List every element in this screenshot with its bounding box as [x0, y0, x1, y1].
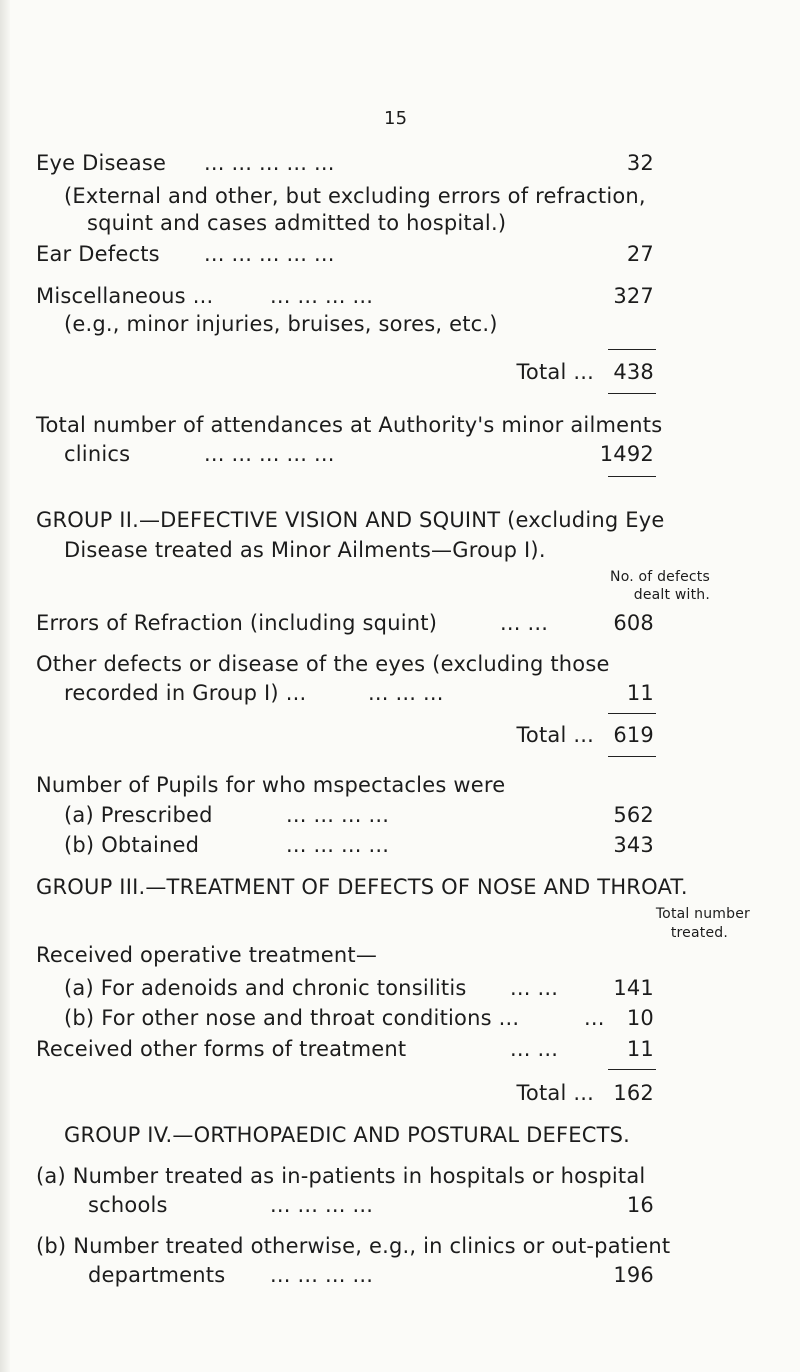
ear-defects-label: Ear Defects	[36, 242, 160, 266]
errors-refraction-value: 608	[613, 611, 654, 635]
group3-column-heading-2: treated.	[670, 925, 728, 941]
ear-defects-value: 27	[626, 242, 654, 266]
obtained-label: (b) Obtained	[64, 833, 200, 857]
otherwise-leader: ... ... ... ...	[270, 1263, 374, 1287]
other-nose-throat-value: 10	[626, 1006, 654, 1030]
group3-heading: GROUP III.—TREATMENT OF DEFECTS OF NOSE AND THROAT.	[36, 875, 688, 899]
received-operative-heading: Received operative treatment—	[36, 943, 378, 967]
adenoids-value: 141	[613, 976, 654, 1000]
group2-heading-line-2: Disease treated as Minor Ailments—Group I).	[64, 538, 546, 562]
otherwise-value: 196	[613, 1263, 654, 1287]
group2-column-heading-2: dealt with.	[633, 587, 710, 603]
group3-total-label: Total ...	[516, 1081, 594, 1105]
adenoids-leader: ... ...	[510, 976, 559, 1000]
group3-rule	[608, 1069, 656, 1070]
other-defects-leader: ... ... ...	[368, 681, 444, 705]
total-rule-top	[608, 349, 656, 350]
other-forms-leader: ... ...	[510, 1037, 559, 1061]
total-rule-bottom	[608, 393, 656, 394]
group2-rule-bottom	[608, 756, 656, 757]
other-forms-value: 11	[626, 1037, 654, 1061]
group2-heading-line-1: GROUP II.—DEFECTIVE VISION AND SQUINT (excluding Eye	[36, 508, 665, 532]
group4-heading: GROUP IV.—ORTHOPAEDIC AND POSTURAL DEFECTS.	[64, 1123, 631, 1147]
otherwise-departments-label: departments	[88, 1263, 226, 1287]
group2-total-label: Total ...	[516, 723, 594, 747]
attendances-rule	[608, 476, 656, 477]
obtained-leader: ... ... ... ...	[286, 833, 390, 857]
misc-label: Miscellaneous ...	[36, 284, 214, 308]
attendances-leader: ... ... ... ... ...	[204, 442, 335, 466]
misc-note: (e.g., minor injuries, bruises, sores, etc.)	[64, 312, 498, 336]
inpatients-line-1: (a) Number treated as in-patients in hospitals or hospital	[36, 1164, 646, 1188]
eye-disease-label: Eye Disease	[36, 151, 167, 175]
misc-leader: ... ... ... ...	[270, 284, 374, 308]
group3-total-value: 162	[613, 1081, 654, 1105]
errors-refraction-label: Errors of Refraction (including squint)	[36, 611, 438, 635]
prescribed-leader: ... ... ... ...	[286, 803, 390, 827]
group1-total-label: Total ...	[516, 360, 594, 384]
other-defects-line-1: Other defects or disease of the eyes (excluding those	[36, 652, 610, 676]
attendances-line-1: Total number of attendances at Authority's minor ailments	[36, 413, 663, 437]
pupils-heading: Number of Pupils for who mspectacles were	[36, 773, 506, 797]
inpatients-leader: ... ... ... ...	[270, 1193, 374, 1217]
other-defects-value: 11	[626, 681, 654, 705]
inpatients-schools-label: schools	[88, 1193, 168, 1217]
otherwise-line-1: (b) Number treated otherwise, e.g., in clinics or out-patient	[36, 1234, 671, 1258]
prescribed-label: (a) Prescribed	[64, 803, 213, 827]
inpatients-value: 16	[626, 1193, 654, 1217]
other-defects-label: recorded in Group I) ...	[64, 681, 307, 705]
eye-disease-note-2: squint and cases admitted to hospital.)	[87, 211, 507, 235]
misc-value: 327	[613, 284, 654, 308]
group1-total-value: 438	[613, 360, 654, 384]
group2-total-value: 619	[613, 723, 654, 747]
group3-column-heading-1: Total number	[655, 906, 750, 922]
page-edge-shadow	[0, 0, 10, 1372]
eye-disease-note-1: (External and other, but excluding errors of refraction,	[64, 184, 646, 208]
attendances-clinics-label: clinics	[64, 442, 131, 466]
group2-rule-top	[608, 713, 656, 714]
other-nose-throat-label: (b) For other nose and throat conditions ...	[64, 1006, 520, 1030]
prescribed-value: 562	[613, 803, 654, 827]
other-nose-throat-leader: ...	[584, 1006, 605, 1030]
page-number: 15	[384, 108, 408, 129]
eye-disease-value: 32	[626, 151, 654, 175]
attendances-value: 1492	[599, 442, 654, 466]
eye-disease-leader: ... ... ... ... ...	[204, 151, 335, 175]
group2-column-heading-1: No. of defects	[610, 569, 710, 585]
errors-refraction-leader: ... ...	[500, 611, 549, 635]
adenoids-label: (a) For adenoids and chronic tonsilitis	[64, 976, 467, 1000]
obtained-value: 343	[613, 833, 654, 857]
ear-defects-leader: ... ... ... ... ...	[204, 242, 335, 266]
other-forms-label: Received other forms of treatment	[36, 1037, 407, 1061]
